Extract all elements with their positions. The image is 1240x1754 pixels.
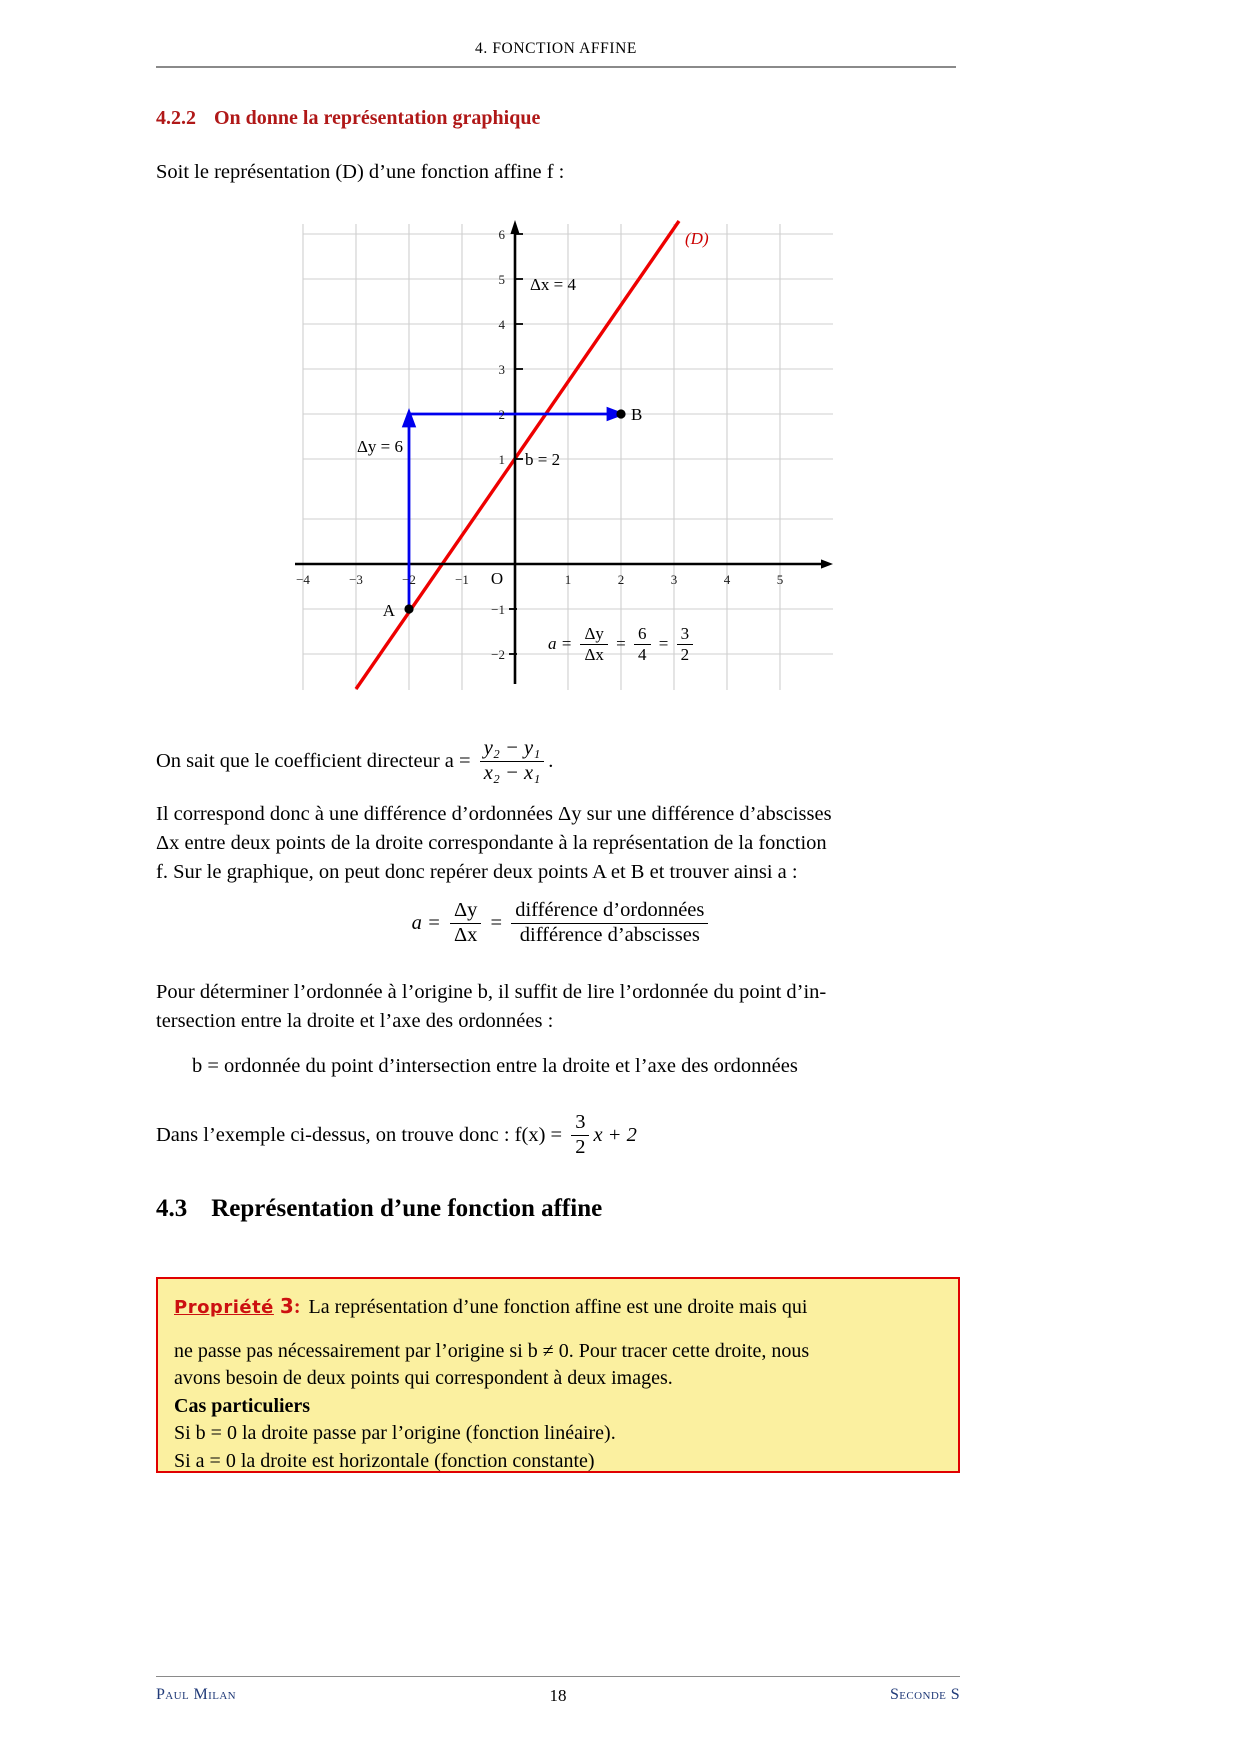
footer-rule: [156, 1676, 960, 1677]
intro-text: Soit le représentation (D) d’une fonction affine f :: [156, 161, 565, 183]
ytick-label: 4: [498, 317, 505, 332]
eq2-text: b = ordonnée du point d’intersection entre la droite et l’axe des ordonnées: [192, 1055, 798, 1077]
property-line-2: ne passe pas nécessairement par l’origine si b ≠ 0. Pour tracer cette droite, nous: [174, 1339, 810, 1362]
subsection-heading: [156, 107, 540, 130]
point-A: [404, 604, 413, 613]
eq1-mid: =: [490, 911, 503, 934]
ytick-label: 1: [498, 452, 505, 467]
eq1-lhs: a =: [411, 911, 441, 934]
p1-post: .: [548, 749, 554, 772]
line-D: [356, 221, 679, 689]
section-title: Représentation d’une fonction affine: [211, 1195, 603, 1222]
display-equation-a: [156, 900, 968, 948]
xtick-label: 3: [670, 572, 678, 587]
display-equation-b: [192, 1052, 1004, 1081]
slope-eq2: =: [658, 633, 669, 653]
p2-line-1: Il correspond donc à une différence d’ordonnées Δy sur une différence d’abscisses: [156, 803, 832, 825]
xtick-label: −3: [349, 572, 363, 587]
property-subtitle: Cas particuliers: [174, 1394, 311, 1417]
footer-level: Seconde S: [889, 1686, 960, 1703]
p1-pre: On sait que le coefficient directeur a =: [156, 749, 471, 772]
header-rule: [156, 66, 956, 68]
p2-line-2: Δx entre deux points de la droite correspondante à la représentation de la fonction: [156, 832, 827, 855]
ytick-label: 2: [498, 407, 505, 422]
footer-page-number: 18: [549, 1686, 567, 1705]
paragraph-coefficient: [156, 738, 968, 786]
delta-y-label: Δy = 6: [356, 437, 404, 456]
point-B: [616, 409, 625, 418]
point-A-label: A: [382, 601, 395, 620]
paragraph-example-result: [156, 1112, 968, 1160]
property-line-5: Si b = 0 la droite passe par l’origine (fonction linéaire).: [174, 1422, 616, 1445]
property-line-3: avons besoin de deux points qui correspondent à deux images.: [174, 1367, 673, 1390]
p1-frac-num: y₂ − y₁: [483, 737, 541, 759]
slope-formula: [548, 625, 697, 665]
slope-eq1: =: [616, 633, 626, 653]
p4-frac-num: 3: [575, 1111, 586, 1133]
delta-arrows: [404, 409, 622, 609]
xtick-label: −2: [402, 572, 416, 587]
eq1-f1-den: Δx: [450, 923, 481, 948]
intro-paragraph: [156, 158, 968, 187]
property-label: Propriété: [174, 1297, 274, 1318]
property-text-1: La représentation d’une fonction affine est une droite mais qui: [308, 1296, 808, 1318]
p4-pre: Dans l’exemple ci-dessus, on trouve donc : f(x) =: [156, 1123, 563, 1146]
p4-frac-den: 2: [571, 1135, 589, 1160]
ytick-label: −2: [491, 647, 505, 662]
xtick-label: −1: [455, 572, 469, 587]
ytick-label: 5: [498, 272, 505, 287]
eq1-f2-num: différence d’ordonnées: [515, 899, 705, 921]
xtick-label: 5: [776, 572, 784, 587]
slope-f2-den: 4: [634, 644, 651, 665]
origin-label: O: [490, 569, 504, 588]
subsection-number: 4.2.2: [156, 107, 196, 129]
p2-line-3: f. Sur le graphique, on peut donc repérer deux points A et B et trouver ainsi a :: [156, 861, 798, 884]
intercept-label: b = 2: [525, 450, 561, 469]
running-head: 4. FONCTION AFFINE: [475, 40, 637, 57]
slope-f1-num: Δy: [584, 624, 604, 643]
property-colon: :: [293, 1296, 301, 1318]
property-line-6: Si a = 0 la droite est horizontale (fonction constante): [174, 1449, 595, 1472]
paragraph-difference: [156, 800, 968, 887]
slope-f2-num: 6: [638, 624, 647, 643]
subsection-title: On donne la représentation graphique: [214, 107, 541, 129]
p1-frac-den: x₂ − x₁: [480, 761, 545, 786]
curve-label-D: (D): [685, 229, 709, 248]
ytick-label: −1: [491, 602, 505, 617]
xtick-label: 4: [723, 572, 731, 587]
footer-author: Paul Milan: [156, 1686, 237, 1703]
slope-f3-den: 2: [677, 644, 694, 665]
point-B-label: B: [631, 405, 643, 424]
section-heading-43: [156, 1195, 602, 1223]
xtick-label: 2: [617, 572, 625, 587]
section-number: 4.3: [156, 1195, 188, 1222]
paragraph-ordonnee-origine: [156, 978, 968, 1036]
delta-x-label: Δx = 4: [529, 275, 577, 294]
property-box: [156, 1277, 960, 1473]
ytick-label: 3: [498, 362, 505, 377]
y-axis-arrow: [510, 220, 519, 234]
affine-function-graph: [285, 212, 845, 702]
x-axis-arrow: [821, 559, 833, 568]
slope-f1-den: Δx: [580, 644, 607, 665]
property-number: 3: [279, 1294, 294, 1318]
xtick-label: −4: [296, 572, 310, 587]
xtick-label: 1: [564, 572, 572, 587]
p3-line-1: Pour déterminer l’ordonnée à l’origine b, il suffit de lire l’ordonnée du point d’in-: [156, 981, 827, 1003]
p3-line-2: tersection entre la droite et l’axe des ordonnées :: [156, 1010, 554, 1033]
eq1-f2-den: différence d’abscisses: [511, 923, 708, 948]
ytick-label: 6: [498, 227, 505, 242]
p4-post: x + 2: [593, 1123, 637, 1146]
slope-f3-num: 3: [680, 624, 690, 643]
property-line-1: [174, 1293, 942, 1322]
eq1-f1-num: Δy: [453, 899, 478, 921]
slope-formula-lhs: a =: [548, 633, 573, 653]
